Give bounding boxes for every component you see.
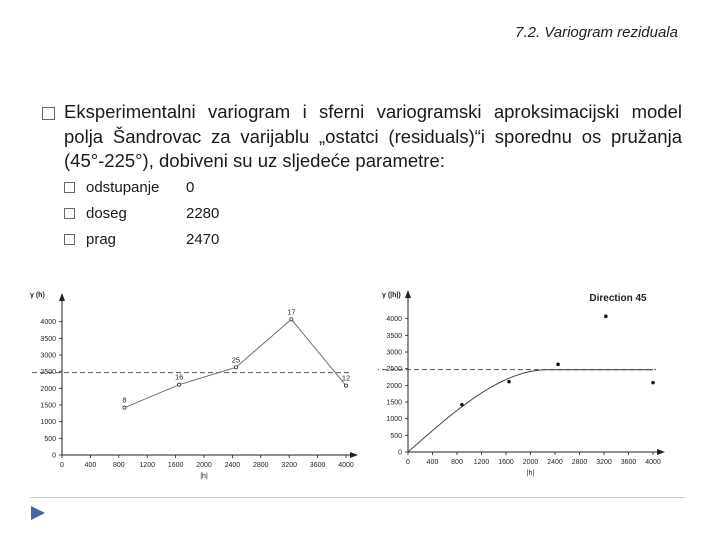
x-axis-label: |h| [526,470,535,477]
x-axis-arrow-icon [350,452,358,458]
data-point [460,403,464,407]
y-tick-label: 2000 [386,382,402,390]
data-point-label: 17 [287,307,296,317]
y-tick-label: 4000 [386,316,402,324]
y-tick-label: 3500 [40,335,56,343]
y-tick-label: 0 [398,449,402,457]
x-tick-label: 0 [60,462,64,469]
y-tick-label: 2500 [40,369,56,377]
data-point-label: 12 [341,373,351,383]
y-axis-arrow-icon [59,293,65,301]
param-label: prag [86,231,117,248]
x-tick-label: 1200 [473,459,490,466]
x-axis-arrow-icon [657,449,665,455]
main-paragraph: Eksperimentalni variogram i sferni variogramski aproksimacijski model polja Šandrovac za varijablu „ostatci (residuals)“i sporednu os pružanja (45°-225°), dobiveni su uz sljedeće parametre: [64,101,682,171]
x-tick-label: 0 [406,459,410,466]
x-tick-label: 800 [112,462,125,469]
x-tick-label: 3200 [281,462,297,469]
x-tick-label: 1600 [167,462,184,469]
data-point-label: 8 [122,395,127,405]
experimental-variogram-chart [28,285,360,485]
y-tick-label: 0 [52,452,56,460]
data-point [651,381,655,385]
y-tick-label: 3500 [386,332,402,340]
x-tick-label: 3600 [309,462,326,469]
x-tick-label: 800 [451,459,463,466]
x-tick-label: 2000 [196,462,212,469]
y-tick-label: 3000 [386,349,402,357]
data-point [123,406,126,409]
data-point [556,363,560,367]
param-value: 2280 [186,205,220,222]
x-tick-label: 400 [84,462,97,469]
data-point [507,380,511,384]
y-tick-label: 2000 [40,385,56,393]
param-value: 0 [186,179,195,196]
x-tick-label: 3600 [620,459,637,466]
square-bullet-icon [64,208,75,219]
y-tick-label: 1000 [386,416,402,424]
y-tick-label: 500 [44,435,56,443]
y-axis-arrow-icon [405,290,411,298]
y-tick-label: 4000 [40,319,56,327]
x-tick-label: 2000 [522,459,539,466]
y-axis-label: γ (h) [30,292,45,299]
param-value: 2470 [186,231,220,248]
square-bullet-icon [42,107,55,120]
y-axis-label: γ (|h|) [382,292,401,299]
y-tick-label: 1500 [386,399,402,407]
slide-header: 7.2. Variogram reziduala [515,24,678,41]
square-bullet-icon [64,182,75,193]
y-tick-label: 2500 [386,366,402,374]
data-point [290,318,293,321]
x-tick-label: 2800 [571,459,588,466]
data-point [344,384,347,387]
x-tick-label: 400 [426,459,439,466]
bottom-divider [30,497,685,498]
x-tick-label: 3200 [596,459,612,466]
data-point-label: 25 [231,355,241,365]
data-point [604,315,608,319]
spherical-model-curve [408,370,653,452]
x-tick-label: 4000 [645,459,661,466]
x-axis-label: |h| [200,473,208,480]
main-bullet [42,100,682,174]
spherical-model-chart [378,287,668,487]
data-point [234,366,237,369]
param-label: doseg [86,205,127,222]
y-tick-label: 500 [390,432,402,440]
x-tick-label: 2400 [547,459,563,466]
data-point [178,383,181,386]
x-tick-label: 4000 [338,462,354,469]
data-point-label: 16 [174,372,184,382]
x-tick-label: 1600 [498,459,514,466]
navigation-arrow-icon[interactable] [31,506,47,520]
param-label: odstupanje [86,179,160,196]
square-bullet-icon [64,234,75,245]
x-tick-label: 2400 [224,462,241,469]
y-tick-label: 1500 [40,402,56,410]
y-tick-label: 3000 [40,352,56,360]
x-tick-label: 2800 [253,462,269,469]
chart-title: Direction 45 [589,293,647,304]
x-tick-label: 1200 [139,462,155,469]
y-tick-label: 1000 [40,419,56,427]
